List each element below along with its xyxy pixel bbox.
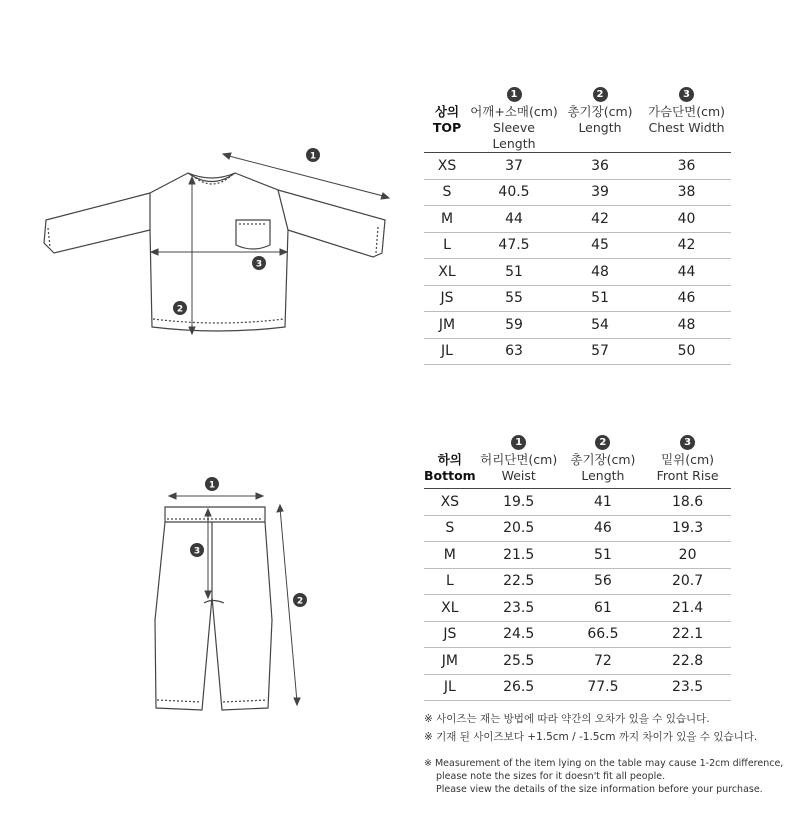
size-cell: XL xyxy=(424,595,476,622)
label-2-text: 2 xyxy=(176,304,184,315)
value-cell: 63 xyxy=(470,338,558,365)
value-cell: 19.5 xyxy=(476,489,562,516)
table-row xyxy=(424,515,731,542)
table-row xyxy=(424,621,731,648)
value-cell: 20.5 xyxy=(476,515,562,542)
top-size-table xyxy=(424,78,731,365)
value-cell: 61 xyxy=(562,595,644,622)
notes-korean xyxy=(424,710,757,746)
value-cell: 46 xyxy=(562,515,644,542)
size-cell: JS xyxy=(424,621,476,648)
table-row xyxy=(424,338,731,365)
value-cell: 40.5 xyxy=(470,179,558,206)
label-3-text: 3 xyxy=(193,546,201,557)
col-number-badge: 3 xyxy=(680,435,695,450)
table-row xyxy=(424,232,731,259)
top-shirt-illustration xyxy=(40,135,400,350)
table-row xyxy=(424,206,731,233)
label-1-text: 1 xyxy=(208,480,216,491)
value-cell: 59 xyxy=(470,312,558,339)
value-cell: 41 xyxy=(562,489,644,516)
column-header-en: Length xyxy=(578,120,622,135)
size-cell: JM xyxy=(424,312,470,339)
table-row xyxy=(424,312,731,339)
value-cell: 21.5 xyxy=(476,542,562,569)
label-2-text: 2 xyxy=(296,596,304,607)
value-cell: 55 xyxy=(470,285,558,312)
value-cell: 20.7 xyxy=(644,568,731,595)
size-cell: JL xyxy=(424,674,476,701)
note-line: ※ Measurement of the item lying on the table may cause 1-2cm difference, xyxy=(424,758,784,769)
size-cell: L xyxy=(424,568,476,595)
size-cell: M xyxy=(424,206,470,233)
value-cell: 19.3 xyxy=(644,515,731,542)
col-number-badge: 2 xyxy=(595,435,610,450)
value-cell: 40 xyxy=(642,206,731,233)
value-cell: 23.5 xyxy=(644,674,731,701)
value-cell: 20 xyxy=(644,542,731,569)
table-row xyxy=(424,595,731,622)
value-cell: 18.6 xyxy=(644,489,731,516)
value-cell: 51 xyxy=(558,285,642,312)
value-cell: 21.4 xyxy=(644,595,731,622)
notes-english xyxy=(424,757,783,796)
size-cell: XL xyxy=(424,259,470,286)
table-row xyxy=(424,648,731,675)
value-cell: 51 xyxy=(562,542,644,569)
top-table-body xyxy=(424,153,731,365)
column-header-en: Chest Width xyxy=(648,120,725,135)
category-kr: 상의 xyxy=(434,104,460,119)
value-cell: 66.5 xyxy=(562,621,644,648)
value-cell: 38 xyxy=(642,179,731,206)
table-row xyxy=(424,153,731,180)
column-header-kr: 허리단면(cm) xyxy=(480,452,558,467)
value-cell: 48 xyxy=(558,259,642,286)
column-header-kr: 어깨+소매(cm) xyxy=(470,104,558,119)
column-header-kr: 총기장(cm) xyxy=(570,452,636,467)
value-cell: 44 xyxy=(470,206,558,233)
value-cell: 44 xyxy=(642,259,731,286)
value-cell: 39 xyxy=(558,179,642,206)
value-cell: 24.5 xyxy=(476,621,562,648)
bottom-size-table xyxy=(424,426,731,701)
value-cell: 54 xyxy=(558,312,642,339)
size-cell: M xyxy=(424,542,476,569)
value-cell: 23.5 xyxy=(476,595,562,622)
value-cell: 57 xyxy=(558,338,642,365)
column-header-kr: 총기장(cm) xyxy=(567,104,633,119)
category-en: Bottom xyxy=(424,468,476,483)
value-cell: 22.5 xyxy=(476,568,562,595)
size-cell: XS xyxy=(424,489,476,516)
value-cell: 42 xyxy=(558,206,642,233)
table-row xyxy=(424,542,731,569)
col-number-badge: 1 xyxy=(511,435,526,450)
column-header-kr: 밑위(cm) xyxy=(661,452,715,467)
size-cell: L xyxy=(424,232,470,259)
value-cell: 56 xyxy=(562,568,644,595)
col-number-badge: 1 xyxy=(507,87,522,102)
size-cell: JS xyxy=(424,285,470,312)
table-row xyxy=(424,179,731,206)
label-1-text: 1 xyxy=(309,151,317,162)
value-cell: 77.5 xyxy=(562,674,644,701)
table-row xyxy=(424,259,731,286)
label-3-text: 3 xyxy=(255,259,263,270)
col-number-badge: 3 xyxy=(679,87,694,102)
value-cell: 36 xyxy=(558,153,642,180)
size-cell: S xyxy=(424,179,470,206)
value-cell: 50 xyxy=(642,338,731,365)
value-cell: 25.5 xyxy=(476,648,562,675)
table-row xyxy=(424,674,731,701)
column-header-en: Sleeve Length xyxy=(492,120,536,151)
size-cell: JM xyxy=(424,648,476,675)
value-cell: 51 xyxy=(470,259,558,286)
category-kr: 하의 xyxy=(437,452,462,467)
table-row xyxy=(424,568,731,595)
value-cell: 36 xyxy=(642,153,731,180)
table-row xyxy=(424,489,731,516)
note-line: Please view the details of the size information before your purchase. xyxy=(436,784,763,795)
column-header-en: Front Rise xyxy=(656,468,719,483)
note-line: ※ 사이즈는 재는 방법에 따라 약간의 오차가 있을 수 있습니다. xyxy=(424,713,710,725)
value-cell: 42 xyxy=(642,232,731,259)
size-cell: JL xyxy=(424,338,470,365)
value-cell: 37 xyxy=(470,153,558,180)
value-cell: 26.5 xyxy=(476,674,562,701)
note-line: ※ 기재 된 사이즈보다 +1.5cm / -1.5cm 까지 차이가 있을 수 있습니다. xyxy=(424,731,758,743)
value-cell: 72 xyxy=(562,648,644,675)
bottom-pants-illustration xyxy=(150,470,330,715)
column-header-en: Weist xyxy=(501,468,536,483)
value-cell: 22.1 xyxy=(644,621,731,648)
table-header-row xyxy=(424,450,731,489)
bottom-table-body xyxy=(424,489,731,701)
table-header-row xyxy=(424,102,731,153)
value-cell: 22.8 xyxy=(644,648,731,675)
value-cell: 45 xyxy=(558,232,642,259)
column-header-kr: 가슴단면(cm) xyxy=(647,104,726,119)
col-number-badge: 2 xyxy=(593,87,608,102)
value-cell: 47.5 xyxy=(470,232,558,259)
value-cell: 48 xyxy=(642,312,731,339)
table-row xyxy=(424,285,731,312)
size-cell: XS xyxy=(424,153,470,180)
note-line: please note the sizes for it doesn't fit all people. xyxy=(436,771,666,782)
size-cell: S xyxy=(424,515,476,542)
value-cell: 46 xyxy=(642,285,731,312)
category-en: TOP xyxy=(432,120,462,135)
column-header-en: Length xyxy=(581,468,625,483)
